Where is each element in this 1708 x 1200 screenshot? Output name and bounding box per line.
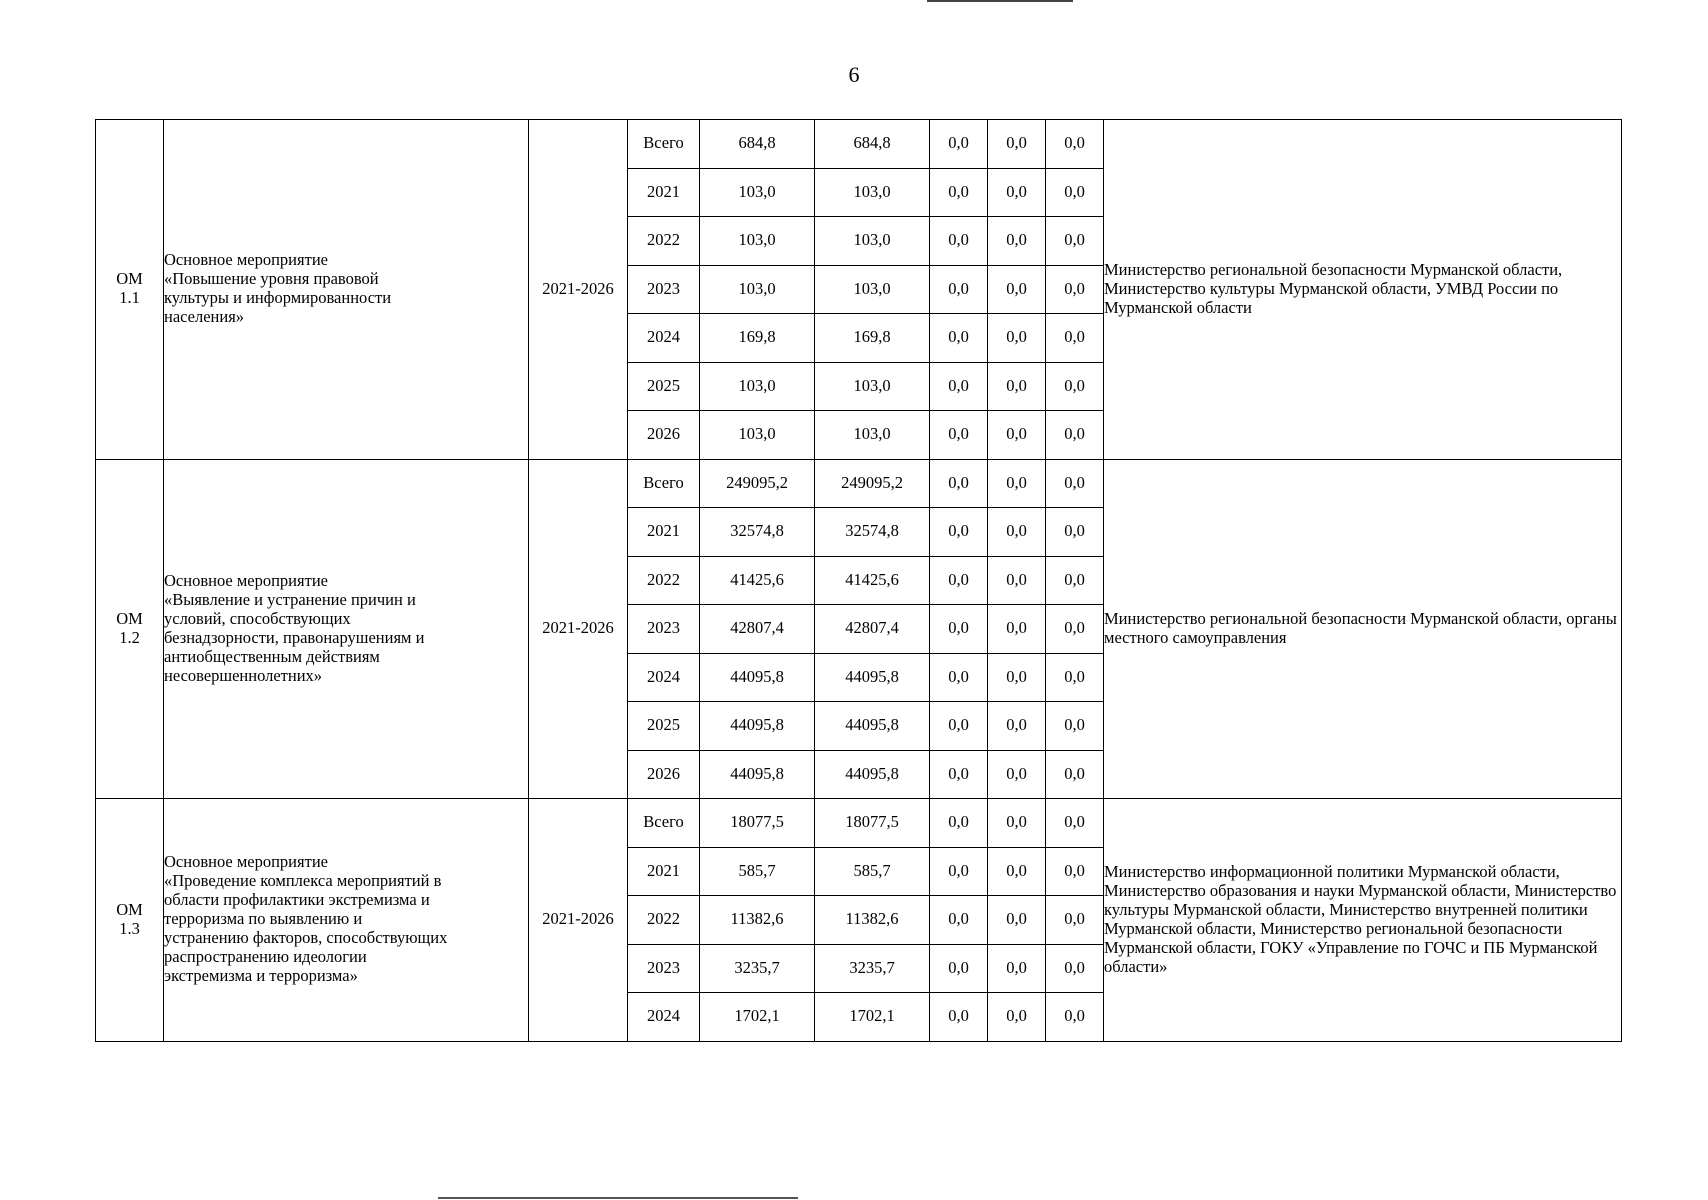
- measure-name-line: несовершеннолетних»: [164, 665, 323, 685]
- measure-name-line: «Проведение комплекса мероприятий в: [164, 871, 442, 891]
- funding-source-5-value: 0,0: [1046, 314, 1104, 363]
- funding-source-5-value: 0,0: [1046, 411, 1104, 460]
- responsible-executors: Министерство информационной политики Мурманской области, Министерство образования и науки Мурманской области, Министерство культуры Мурманской области, Министерство внутренней политики Мурманской области, Министерство региональной безопасности Мурманской области, ГОКУ «Управление по ГОЧС и ПБ Мурманской области»: [1104, 799, 1622, 1042]
- funding-total-value: 103,0: [700, 411, 815, 460]
- funding-source-5-value: 0,0: [1046, 459, 1104, 508]
- funding-year: 2023: [628, 944, 700, 993]
- funding-source-3-value: 0,0: [930, 896, 988, 945]
- measure-name-line: Основное мероприятие: [164, 250, 328, 270]
- funding-source-4-value: 0,0: [988, 944, 1046, 993]
- funding-year: 2025: [628, 702, 700, 751]
- measure-name-line: устранению факторов, способствующих: [164, 928, 448, 948]
- funding-year: 2026: [628, 411, 700, 460]
- funding-source-4-value: 0,0: [988, 896, 1046, 945]
- measure-name-line: культуры и информированности: [164, 288, 392, 308]
- funding-source-5-value: 0,0: [1046, 168, 1104, 217]
- funding-regional-value: 585,7: [815, 847, 930, 896]
- funding-source-4-value: 0,0: [988, 605, 1046, 654]
- funding-total-value: 249095,2: [700, 459, 815, 508]
- funding-total-value: 42807,4: [700, 605, 815, 654]
- measure-name-line: «Выявление и устранение причин и: [164, 589, 416, 609]
- measure-code: [96, 799, 164, 1042]
- measure-name-line: Основное мероприятие: [164, 570, 328, 590]
- funding-source-5-value: 0,0: [1046, 120, 1104, 169]
- funding-source-4-value: 0,0: [988, 362, 1046, 411]
- funding-source-3-value: 0,0: [930, 120, 988, 169]
- responsible-executors: Министерство региональной безопасности Мурманской области, Министерство культуры Мурманской области, УМВД России по Мурманской области: [1104, 120, 1622, 460]
- funding-regional-value: 42807,4: [815, 605, 930, 654]
- funding-source-3-value: 0,0: [930, 459, 988, 508]
- funding-total-value: 103,0: [700, 265, 815, 314]
- measure-code: [96, 459, 164, 799]
- measure-code-number: 1.3: [119, 918, 140, 938]
- funding-regional-value: 3235,7: [815, 944, 930, 993]
- measure-code-prefix: ОМ: [116, 899, 143, 919]
- funding-regional-value: 103,0: [815, 362, 930, 411]
- funding-source-3-value: 0,0: [930, 362, 988, 411]
- funding-source-4-value: 0,0: [988, 120, 1046, 169]
- funding-year: 2024: [628, 653, 700, 702]
- funding-regional-value: 1702,1: [815, 993, 930, 1042]
- funding-total-value: 44095,8: [700, 702, 815, 751]
- funding-source-3-value: 0,0: [930, 944, 988, 993]
- measure-name-line: Основное мероприятие: [164, 852, 328, 872]
- funding-source-4-value: 0,0: [988, 556, 1046, 605]
- funding-year: 2024: [628, 314, 700, 363]
- measure-name-line: области профилактики экстремизма и: [164, 890, 430, 910]
- funding-source-3-value: 0,0: [930, 702, 988, 751]
- funding-source-3-value: 0,0: [930, 993, 988, 1042]
- measure-name-line: условий, способствующих: [164, 608, 351, 628]
- funding-source-3-value: 0,0: [930, 314, 988, 363]
- implementation-period: 2021-2026: [529, 120, 628, 460]
- funding-regional-value: 103,0: [815, 411, 930, 460]
- funding-total-value: 18077,5: [700, 799, 815, 848]
- funding-regional-value: 44095,8: [815, 653, 930, 702]
- funding-source-5-value: 0,0: [1046, 556, 1104, 605]
- funding-source-4-value: 0,0: [988, 168, 1046, 217]
- measure-name-line: «Повышение уровня правовой: [164, 269, 379, 289]
- funding-regional-value: 103,0: [815, 168, 930, 217]
- table-row: [96, 799, 1622, 848]
- funding-source-5-value: 0,0: [1046, 944, 1104, 993]
- implementation-period: 2021-2026: [529, 799, 628, 1042]
- funding-regional-value: 44095,8: [815, 750, 930, 799]
- funding-total-value: 41425,6: [700, 556, 815, 605]
- funding-total-value: 684,8: [700, 120, 815, 169]
- funding-year: 2021: [628, 168, 700, 217]
- funding-source-5-value: 0,0: [1046, 362, 1104, 411]
- funding-year: 2022: [628, 556, 700, 605]
- funding-regional-value: 11382,6: [815, 896, 930, 945]
- funding-year: 2021: [628, 508, 700, 557]
- measure-name: [164, 799, 529, 1042]
- funding-source-4-value: 0,0: [988, 508, 1046, 557]
- measure-code-number: 1.2: [119, 627, 140, 647]
- program-schedule-table: [95, 119, 1622, 1042]
- funding-source-4-value: 0,0: [988, 993, 1046, 1042]
- funding-source-5-value: 0,0: [1046, 653, 1104, 702]
- funding-regional-value: 169,8: [815, 314, 930, 363]
- funding-regional-value: 44095,8: [815, 702, 930, 751]
- funding-source-4-value: 0,0: [988, 799, 1046, 848]
- funding-total-value: 44095,8: [700, 653, 815, 702]
- funding-source-4-value: 0,0: [988, 411, 1046, 460]
- funding-regional-value: 103,0: [815, 217, 930, 266]
- funding-source-4-value: 0,0: [988, 314, 1046, 363]
- funding-year: 2023: [628, 265, 700, 314]
- funding-year: 2022: [628, 896, 700, 945]
- measure-code-prefix: ОМ: [116, 608, 143, 628]
- bottom-edge-rule: [438, 1197, 798, 1199]
- funding-source-3-value: 0,0: [930, 605, 988, 654]
- funding-source-3-value: 0,0: [930, 750, 988, 799]
- funding-source-3-value: 0,0: [930, 411, 988, 460]
- funding-source-5-value: 0,0: [1046, 750, 1104, 799]
- table-body: [96, 120, 1622, 1042]
- measure-name-line: антиобщественным действиям: [164, 646, 380, 666]
- funding-year: 2026: [628, 750, 700, 799]
- funding-source-5-value: 0,0: [1046, 896, 1104, 945]
- funding-regional-value: 32574,8: [815, 508, 930, 557]
- funding-year: Всего: [628, 459, 700, 508]
- page-number: 6: [848, 62, 860, 87]
- funding-total-value: 3235,7: [700, 944, 815, 993]
- funding-source-5-value: 0,0: [1046, 217, 1104, 266]
- funding-source-3-value: 0,0: [930, 265, 988, 314]
- funding-source-4-value: 0,0: [988, 750, 1046, 799]
- funding-year: Всего: [628, 120, 700, 169]
- funding-year: Всего: [628, 799, 700, 848]
- funding-source-5-value: 0,0: [1046, 265, 1104, 314]
- funding-source-5-value: 0,0: [1046, 508, 1104, 557]
- measure-name-line: безнадзорности, правонарушениям и: [164, 627, 425, 647]
- funding-source-5-value: 0,0: [1046, 799, 1104, 848]
- measure-name: [164, 459, 529, 799]
- funding-source-3-value: 0,0: [930, 556, 988, 605]
- funding-total-value: 103,0: [700, 168, 815, 217]
- funding-regional-value: 18077,5: [815, 799, 930, 848]
- measure-name-line: терроризма по выявлению и: [164, 909, 363, 929]
- funding-source-4-value: 0,0: [988, 702, 1046, 751]
- funding-source-5-value: 0,0: [1046, 847, 1104, 896]
- funding-total-value: 44095,8: [700, 750, 815, 799]
- funding-source-4-value: 0,0: [988, 265, 1046, 314]
- funding-total-value: 585,7: [700, 847, 815, 896]
- table-row: [96, 120, 1622, 169]
- funding-regional-value: 41425,6: [815, 556, 930, 605]
- measure-name: [164, 120, 529, 460]
- funding-source-3-value: 0,0: [930, 508, 988, 557]
- funding-total-value: 103,0: [700, 362, 815, 411]
- funding-total-value: 11382,6: [700, 896, 815, 945]
- funding-year: 2022: [628, 217, 700, 266]
- funding-regional-value: 249095,2: [815, 459, 930, 508]
- funding-source-3-value: 0,0: [930, 217, 988, 266]
- table-row: [96, 459, 1622, 508]
- funding-regional-value: 684,8: [815, 120, 930, 169]
- funding-source-3-value: 0,0: [930, 168, 988, 217]
- measure-name-line: экстремизма и терроризма»: [164, 966, 358, 986]
- funding-source-4-value: 0,0: [988, 217, 1046, 266]
- funding-year: 2023: [628, 605, 700, 654]
- funding-source-3-value: 0,0: [930, 653, 988, 702]
- funding-source-4-value: 0,0: [988, 459, 1046, 508]
- funding-total-value: 32574,8: [700, 508, 815, 557]
- funding-year: 2025: [628, 362, 700, 411]
- measure-code-number: 1.1: [119, 288, 140, 308]
- funding-source-5-value: 0,0: [1046, 702, 1104, 751]
- implementation-period: 2021-2026: [529, 459, 628, 799]
- funding-year: 2021: [628, 847, 700, 896]
- measure-code-prefix: ОМ: [116, 269, 143, 289]
- funding-source-5-value: 0,0: [1046, 993, 1104, 1042]
- funding-source-5-value: 0,0: [1046, 605, 1104, 654]
- funding-regional-value: 103,0: [815, 265, 930, 314]
- funding-source-4-value: 0,0: [988, 653, 1046, 702]
- funding-source-3-value: 0,0: [930, 799, 988, 848]
- measure-code: [96, 120, 164, 460]
- measure-name-line: распространению идеологии: [164, 947, 367, 967]
- funding-source-4-value: 0,0: [988, 847, 1046, 896]
- funding-source-3-value: 0,0: [930, 847, 988, 896]
- responsible-executors: Министерство региональной безопасности Мурманской области, органы местного самоуправления: [1104, 459, 1622, 799]
- funding-total-value: 103,0: [700, 217, 815, 266]
- funding-year: 2024: [628, 993, 700, 1042]
- funding-total-value: 169,8: [700, 314, 815, 363]
- measure-name-line: населения»: [164, 307, 245, 327]
- funding-total-value: 1702,1: [700, 993, 815, 1042]
- top-edge-rule: [927, 0, 1073, 2]
